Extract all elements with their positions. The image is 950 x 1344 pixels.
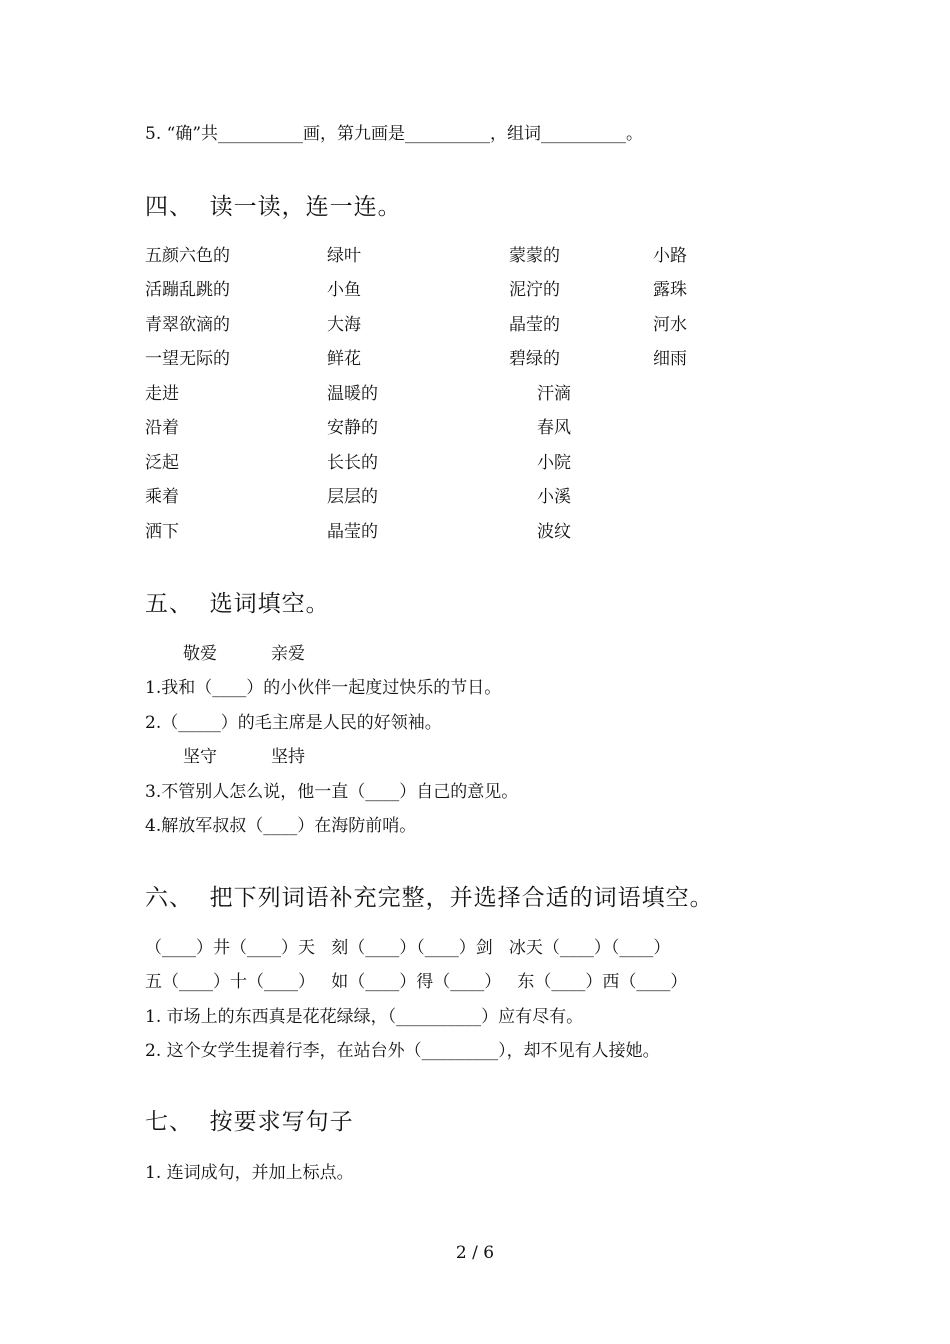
section-6-question-1: 1. 市场上的东西真是花花绿绿，（__________）应有尽有。 xyxy=(145,1007,584,1027)
section-6-title: 六、 把下列词语补充完整，并选择合适的词语填空。 xyxy=(145,885,714,911)
table2-cell: 汗滴 xyxy=(537,384,571,404)
table1-cell: 小路 xyxy=(653,246,687,266)
section-5-title: 五、 选词填空。 xyxy=(145,591,330,617)
section-5-question-4: 4.解放军叔叔（____）在海防前哨。 xyxy=(145,816,417,836)
table1-cell: 泥泞的 xyxy=(509,280,560,300)
section-5-question-1: 1.我和（____）的小伙伴一起度过快乐的节日。 xyxy=(145,678,502,698)
table1-cell: 青翠欲滴的 xyxy=(145,315,230,335)
word-choices-1: 敬爱 亲爱 xyxy=(183,644,306,664)
table1-cell: 蒙蒙的 xyxy=(509,246,560,266)
table2-cell: 春风 xyxy=(537,418,571,438)
section-6-question-2: 2. 这个女学生提着行李，在站台外（_________），却不见有人接她。 xyxy=(145,1041,660,1061)
page-number: 2 / 6 xyxy=(455,1243,495,1263)
table1-cell: 绿叶 xyxy=(327,246,361,266)
table2-cell: 波纹 xyxy=(537,522,571,542)
section-7-title: 七、 按要求写句子 xyxy=(145,1109,354,1135)
table2-cell: 走进 xyxy=(145,384,179,404)
table1-cell: 晶莹的 xyxy=(509,315,560,335)
section-7-question-1: 1. 连词成句，并加上标点。 xyxy=(145,1163,354,1183)
question-5: 5. “确”共__________画，第九画是__________，组词__________。 xyxy=(145,124,644,144)
table2-cell: 温暖的 xyxy=(327,384,378,404)
idiom-row-1: （____）井（____）天 刻（____）（____）剑 冰天（____）（____） xyxy=(145,938,671,958)
table2-cell: 小溪 xyxy=(537,487,571,507)
table1-cell: 小鱼 xyxy=(327,280,361,300)
table1-cell: 一望无际的 xyxy=(145,349,230,369)
table1-cell: 露珠 xyxy=(653,280,687,300)
table2-cell: 洒下 xyxy=(145,522,179,542)
section-5-question-2: 2.（_____）的毛主席是人民的好领袖。 xyxy=(145,713,442,733)
table2-cell: 晶莹的 xyxy=(327,522,378,542)
table1-cell: 五颜六色的 xyxy=(145,246,230,266)
table2-cell: 乘着 xyxy=(145,487,179,507)
word-choices-2: 坚守 坚持 xyxy=(183,747,306,767)
idiom-row-2: 五（____）十（____） 如（____）得（____） 东（____）西（____） xyxy=(145,972,688,992)
table1-cell: 碧绿的 xyxy=(509,349,560,369)
section-4-title: 四、 读一读，连一连。 xyxy=(145,194,402,220)
table1-cell: 活蹦乱跳的 xyxy=(145,280,230,300)
table2-cell: 层层的 xyxy=(327,487,378,507)
table2-cell: 沿着 xyxy=(145,418,179,438)
table1-cell: 鲜花 xyxy=(327,349,361,369)
table2-cell: 安静的 xyxy=(327,418,378,438)
table2-cell: 长长的 xyxy=(327,453,378,473)
table2-cell: 小院 xyxy=(537,453,571,473)
section-5-question-3: 3.不管别人怎么说，他一直（____）自己的意见。 xyxy=(145,782,519,802)
table1-cell: 河水 xyxy=(653,315,687,335)
table1-cell: 大海 xyxy=(327,315,361,335)
table2-cell: 泛起 xyxy=(145,453,179,473)
table1-cell: 细雨 xyxy=(653,349,687,369)
